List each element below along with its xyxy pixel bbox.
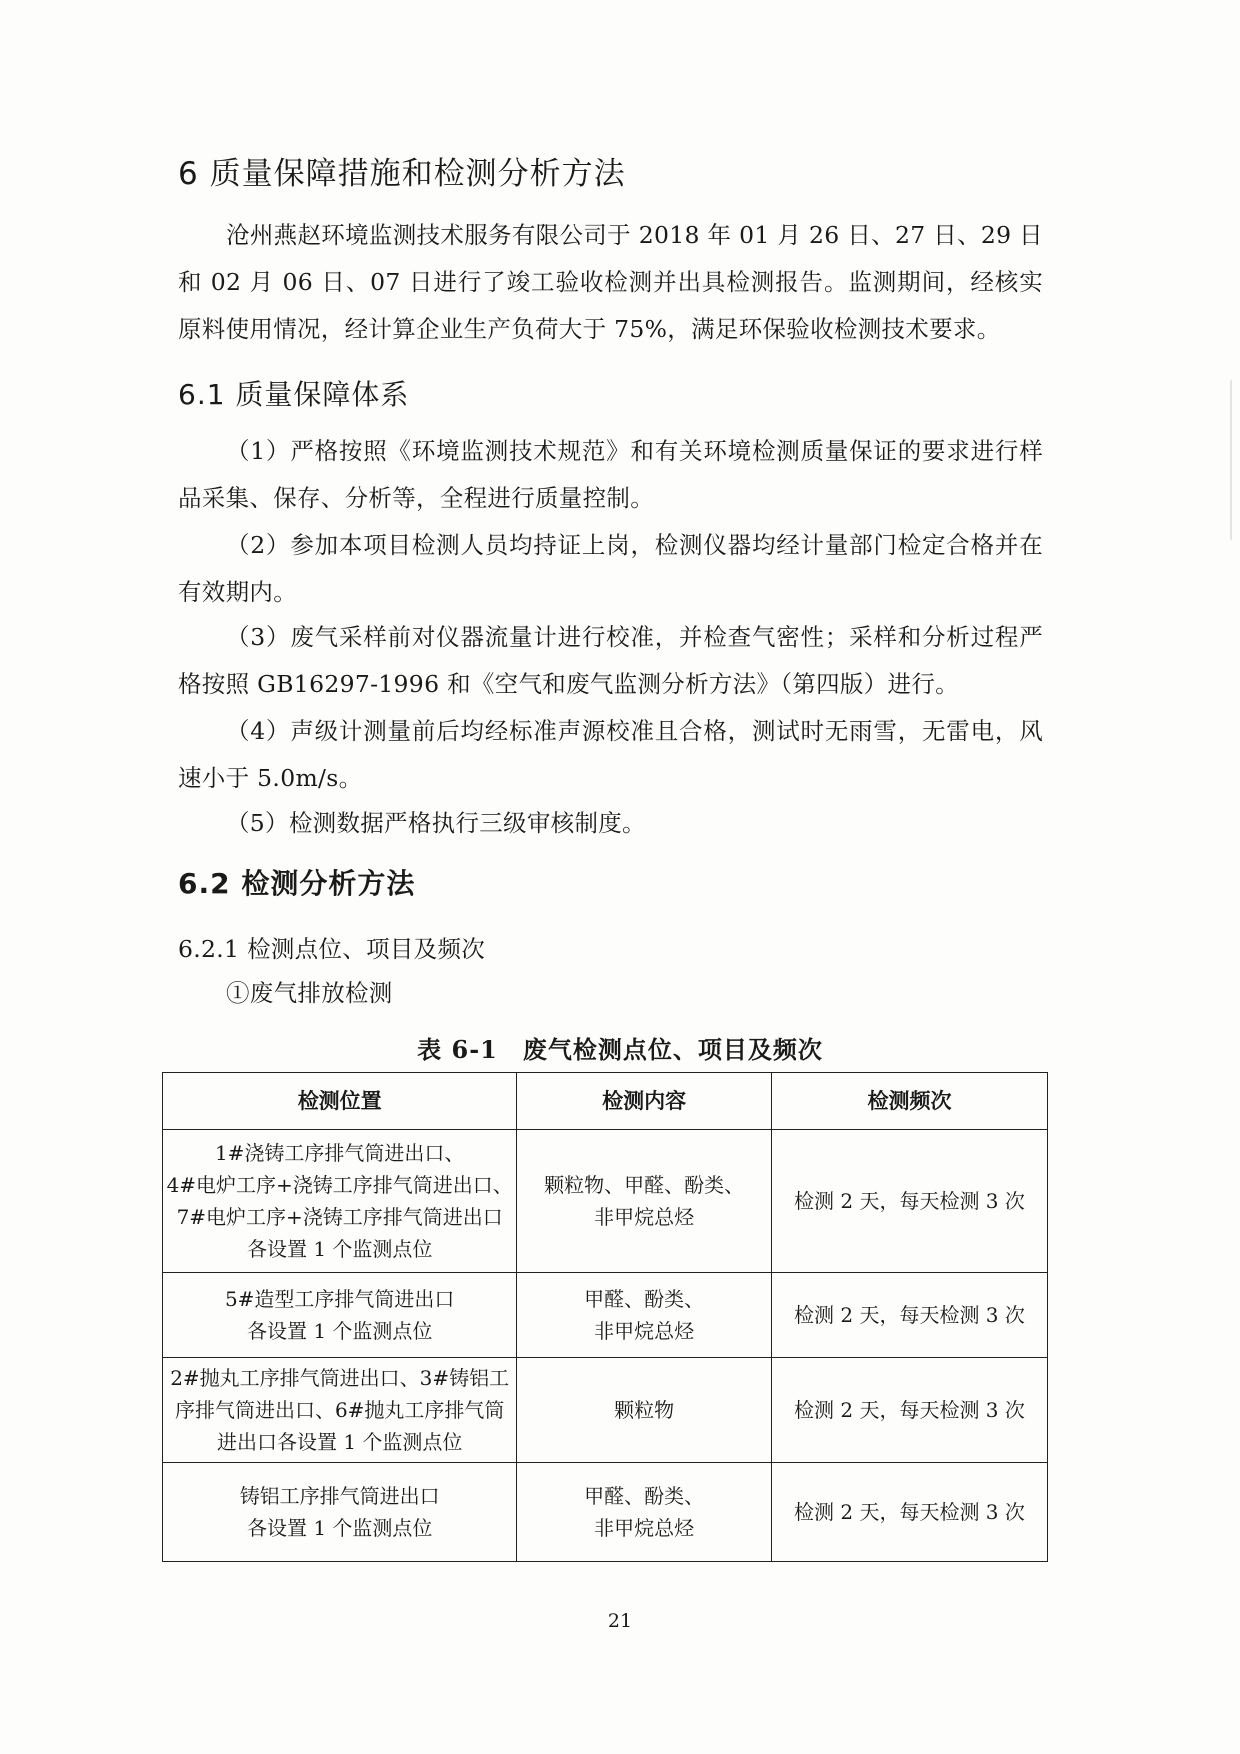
page-number: 21 <box>607 1610 633 1632</box>
cell-frequency: 检测 2 天，每天检测 3 次 <box>771 1358 1047 1463</box>
cell-line: 序排气筒进出口、6#抛丸工序排气筒 <box>174 1398 505 1422</box>
waste-gas-heading: ①废气排放检测 <box>226 979 393 1007</box>
scan-edge-mark <box>1230 380 1232 540</box>
table-caption: 表 6-1 废气检测点位、项目及频次 <box>417 1035 823 1064</box>
qa-item-3: （3）废气采样前对仪器流量计进行校准，并检查气密性；采样和分析过程严格按照 GB16297-1996 和《空气和废气监测分析方法》（第四版）进行。 <box>178 623 1043 698</box>
section-heading-6-1: 6.1 质量保障体系 <box>178 378 410 411</box>
cell-line: 进出口各设置 1 个监测点位 <box>216 1430 463 1454</box>
qa-item-4: （4）声级计测量前后均经标准声源校准且合格，测试时无雨雪，无雷电，风速小于 5.0m/s。 <box>178 717 1043 792</box>
cell-content <box>517 1273 772 1358</box>
qa-item-5: （5）检测数据严格执行三级审核制度。 <box>226 809 646 837</box>
cell-line: 4#电炉工序+浇铸工序排气筒进出口、 <box>166 1173 513 1197</box>
cell-line: 甲醛、酚类、 <box>584 1287 705 1311</box>
cell-line: 各设置 1 个监测点位 <box>246 1516 433 1540</box>
cell-line: 各设置 1 个监测点位 <box>246 1237 433 1261</box>
table-header-row <box>163 1073 1048 1130</box>
section-heading-6: 6 质量保障措施和检测分析方法 <box>178 156 626 192</box>
cell-line: 各设置 1 个监测点位 <box>246 1319 433 1343</box>
cell-location <box>163 1358 517 1463</box>
table-row <box>163 1273 1048 1358</box>
cell-line: 1#浇铸工序排气筒进出口、 <box>214 1141 465 1165</box>
cell-line: 非甲烷总烃 <box>594 1516 695 1540</box>
cell-location <box>163 1273 517 1358</box>
cell-content <box>517 1358 772 1463</box>
cell-line: 7#电炉工序+浇铸工序排气筒进出口 <box>176 1205 503 1229</box>
section-heading-6-2: 6.2 检测分析方法 <box>178 867 416 900</box>
table-row <box>163 1358 1048 1463</box>
cell-location <box>163 1130 517 1273</box>
table-row <box>163 1130 1048 1273</box>
cell-content <box>517 1463 772 1562</box>
cell-location <box>163 1463 517 1562</box>
cell-line: 颗粒物 <box>614 1398 675 1422</box>
subsection-heading-6-2-1: 6.2.1 检测点位、项目及频次 <box>178 935 486 963</box>
intro-paragraph: 沧州燕赵环境监测技术服务有限公司于 2018 年 01 月 26 日、27 日、29 日和 02 月 06 日、07 日进行了竣工验收检测并出具检测报告。监测期间，经核实原料使用情况，经计算企业生产负荷大于 75%，满足环保验收检测技术要求。 <box>178 221 1043 343</box>
header-location: 检测位置 <box>163 1073 517 1130</box>
cell-line: 5#造型工序排气筒进出口 <box>224 1287 455 1311</box>
header-content: 检测内容 <box>517 1073 772 1130</box>
cell-line: 铸铝工序排气筒进出口 <box>239 1484 440 1508</box>
cell-line: 非甲烷总烃 <box>594 1205 695 1229</box>
cell-frequency: 检测 2 天，每天检测 3 次 <box>771 1273 1047 1358</box>
cell-frequency: 检测 2 天，每天检测 3 次 <box>771 1463 1047 1562</box>
qa-item-2: （2）参加本项目检测人员均持证上岗，检测仪器均经计量部门检定合格并在有效期内。 <box>178 531 1043 606</box>
cell-line: 非甲烷总烃 <box>594 1319 695 1343</box>
cell-line: 颗粒物、甲醛、酚类、 <box>544 1173 745 1197</box>
header-frequency: 检测频次 <box>771 1073 1047 1130</box>
qa-item-1: （1）严格按照《环境监测技术规范》和有关环境检测质量保证的要求进行样品采集、保存、分析等，全程进行质量控制。 <box>178 437 1043 512</box>
monitoring-table <box>162 1072 1048 1562</box>
cell-frequency: 检测 2 天，每天检测 3 次 <box>771 1130 1047 1273</box>
cell-content <box>517 1130 772 1273</box>
table-row <box>163 1463 1048 1562</box>
cell-line: 甲醛、酚类、 <box>584 1484 705 1508</box>
cell-line: 2#抛丸工序排气筒进出口、3#铸铝工 <box>170 1366 510 1390</box>
